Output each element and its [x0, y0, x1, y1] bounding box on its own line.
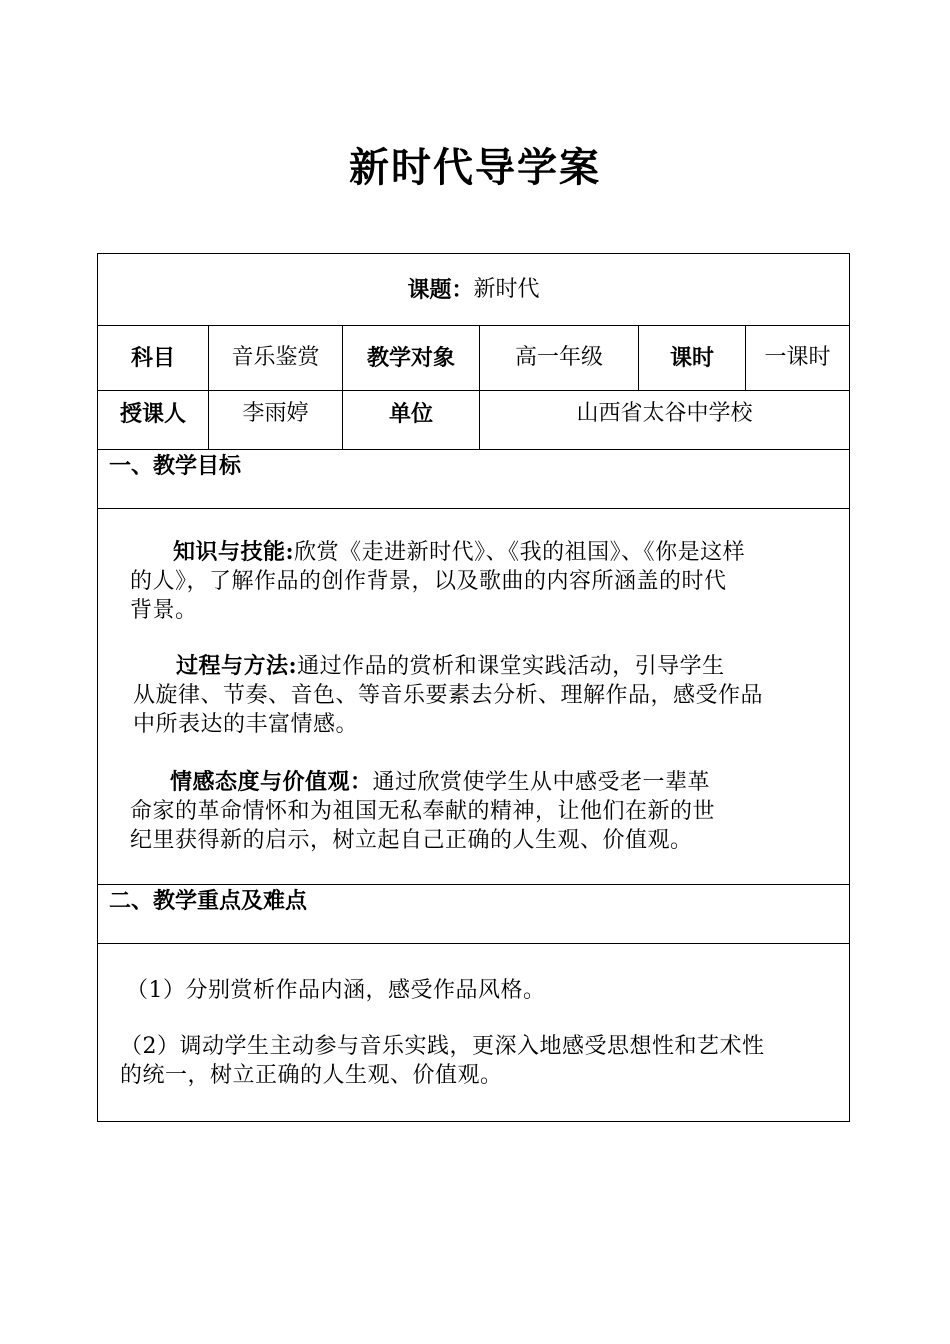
text-line: 从旋律、节奏、音色、等音乐要素去分析、理解作品，感受作品 — [133, 683, 764, 708]
objective-attitude-label: 情感态度与价值观： — [170, 769, 373, 795]
objective-knowledge — [130, 538, 745, 625]
row-divider — [98, 508, 849, 509]
text-line: 命家的革命情怀和为祖国无私奉献的精神，让他们在新的世 — [130, 799, 716, 824]
objective-process — [133, 652, 763, 739]
row-divider — [98, 449, 849, 450]
unit-label: 单位 — [388, 401, 433, 427]
topic-cell — [98, 254, 849, 325]
text-line: （2）调动学生主动参与音乐实践，更深入地感受思想性和艺术性 — [120, 1034, 765, 1059]
objective-knowledge-label: 知识与技能: — [173, 539, 295, 565]
text-line: 的人》，了解作品的创作背景，以及歌曲的内容所涵盖的时代 — [130, 569, 727, 594]
row-divider — [98, 943, 849, 944]
section-heading-key-points: 二、教学重点及难点 — [109, 888, 308, 914]
key-point-2 — [120, 1032, 765, 1090]
subject-value: 音乐鉴赏 — [231, 344, 320, 370]
audience-value: 高一年级 — [514, 344, 603, 370]
objective-attitude — [130, 768, 715, 855]
topic-value: 新时代 — [473, 276, 540, 302]
text-line: 中所表达的丰富情感。 — [133, 712, 359, 737]
unit-value: 山西省太谷中学校 — [576, 401, 753, 426]
topic-label: 课题： — [407, 276, 474, 303]
text-line: 背景。 — [130, 598, 198, 623]
lesson-plan-table — [97, 253, 850, 1122]
text-line: 通过欣赏使学生从中感受老一辈革 — [372, 770, 711, 795]
key-point-1: （1）分别赏析作品内涵，感受作品风格。 — [126, 978, 546, 1003]
teacher-label: 授课人 — [119, 401, 186, 427]
document-title: 新时代导学案 — [349, 144, 601, 191]
text-line: 的统一，树立正确的人生观、价值观。 — [120, 1063, 503, 1088]
text-line: 欣赏《走进新时代》、《我的祖国》、《你是这样 — [294, 540, 746, 565]
subject-label: 科目 — [130, 344, 175, 371]
audience-label: 教学对象 — [366, 344, 455, 371]
period-label: 课时 — [669, 344, 714, 371]
section-heading-objectives: 一、教学目标 — [109, 453, 242, 479]
row-divider — [98, 884, 849, 885]
period-value: 一课时 — [764, 344, 831, 370]
text-line: 纪里获得新的启示，树立起自己正确的人生观、价值观。 — [130, 828, 693, 853]
objective-process-label: 过程与方法: — [176, 653, 298, 679]
text-line: 通过作品的赏析和课堂实践活动，引导学生 — [297, 654, 725, 679]
teacher-value: 李雨婷 — [242, 401, 309, 426]
